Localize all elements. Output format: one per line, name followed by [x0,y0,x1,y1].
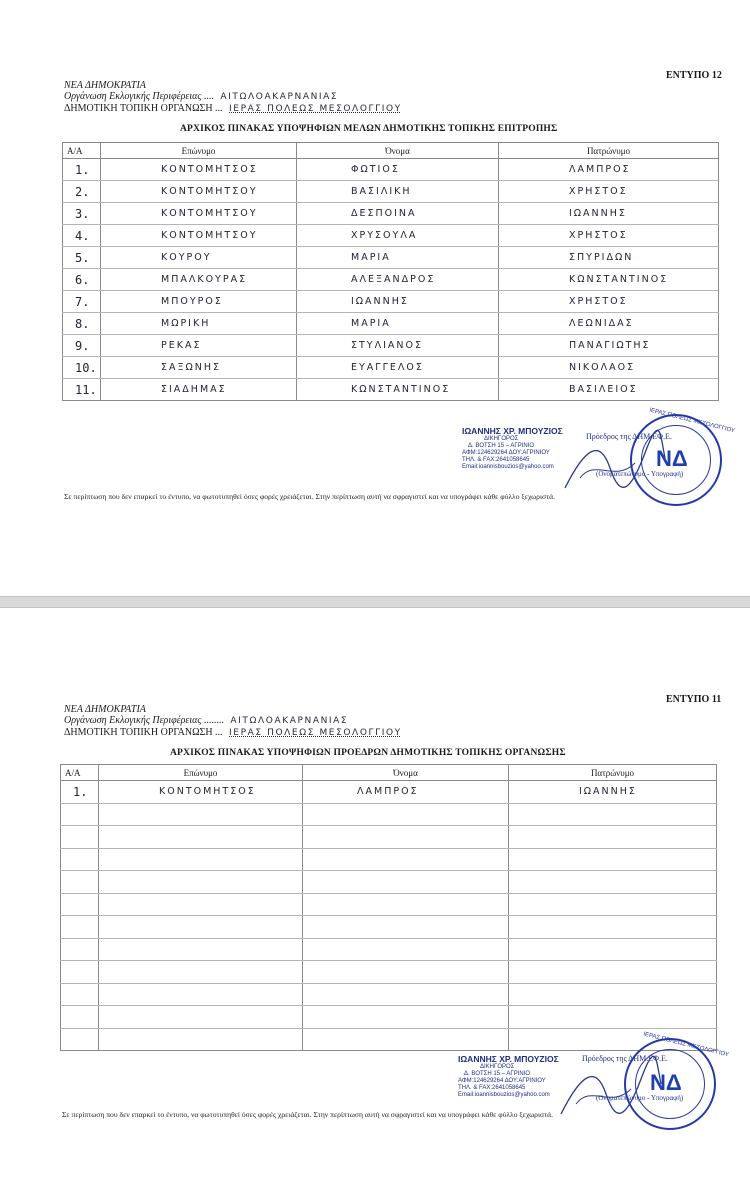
table-row [61,893,717,916]
row-number: 7. [63,291,101,313]
table-header-row [61,765,717,781]
lawyer-line-1: ΔΙΚΗΓΟΡΟΣ [480,1064,515,1070]
col-header-name: Όνομα [303,765,509,781]
table-row [63,159,719,181]
name-cell [303,1006,509,1029]
name-cell: ΔΕΣΠΟΙΝΑ [297,203,499,225]
municipal-label: ΔΗΜΟΤΙΚΗ ΤΟΠΙΚΗ ΟΡΓΑΝΩΣΗ [64,103,213,114]
surname-cell: ΜΠΑΛΚΟΥΡΑΣ [101,269,297,291]
signature-scribble [556,1054,666,1124]
father-cell: ΒΑΣΙΛΕΙΟΣ [499,379,719,401]
name-cell: ΛΑΜΠΡΟΣ [303,781,509,804]
municipal-line: ΔΗΜΟΤΙΚΗ ΤΟΠΙΚΗ ΟΡΓΑΝΩΣΗ ... ΙΕΡΑΣ ΠΟΛΕΩΣ ΜΕΣΟΛΟΓΓΙΟΥ [64,103,402,114]
name-cell: ΜΑΡΙΑ [297,247,499,269]
table-row [63,203,719,225]
row-number: 1. [63,159,101,181]
form-number: ΕΝΤΥΠΟ 12 [666,70,722,81]
lawyer-stamp [458,1054,559,1099]
lawyer-name: ΙΩΑΝΝΗΣ ΧΡ. ΜΠΟΥΖΙΟΣ [462,426,563,436]
party-logo: ΝΔ [650,1070,682,1095]
row-number: 8. [63,313,101,335]
surname-cell: ΚΟΥΡΟΥ [101,247,297,269]
name-cell [303,826,509,849]
table-row [61,871,717,894]
table-title: ΑΡΧΙΚΟΣ ΠΙΝΑΚΑΣ ΥΠΟΨΗΦΙΩΝ ΜΕΛΩΝ ΔΗΜΟΤΙΚΗΣ ΤΟΠΙΚΗΣ ΕΠΙΤΡΟΠΗΣ [180,124,558,134]
municipal-value: ΙΕΡΑΣ ΠΟΛΕΩΣ ΜΕΣΟΛΟΓΓΙΟΥ [229,728,402,738]
father-cell [509,871,717,894]
row-number: 1. [61,781,99,804]
table-row [61,826,717,849]
father-cell [509,893,717,916]
father-cell [509,938,717,961]
row-number [61,826,99,849]
table-row [61,1006,717,1029]
surname-cell: ΣΑΞΩΝΗΣ [101,357,297,379]
lawyer-line-2: Δ. ΒΟΤΣΗ 15 – ΑΓΡΙΝΙΟ [464,1071,531,1077]
row-number: 10. [63,357,101,379]
lawyer-line-4: ΤΗΛ. & FAX:2641058645 [458,1085,526,1091]
candidates-table [62,142,719,401]
father-cell [509,916,717,939]
municipal-label: ΔΗΜΟΤΙΚΗ ΤΟΠΙΚΗ ΟΡΓΑΝΩΣΗ [64,727,213,738]
name-cell [303,848,509,871]
father-cell: ΧΡΗΣΤΟΣ [499,225,719,247]
row-number: 6. [63,269,101,291]
row-number: 9. [63,335,101,357]
name-cell: ΒΑΣΙΛΙΚΗ [297,181,499,203]
surname-cell: ΜΠΟΥΡΟΣ [101,291,297,313]
row-number [61,848,99,871]
surname-cell [99,826,303,849]
lawyer-line-3: ΑΦΜ:124629264 ΔΟΥ:ΑΓΡΙΝΙΟΥ [462,450,550,456]
lawyer-line-1: ΔΙΚΗΓΟΡΟΣ [484,436,519,442]
footnote: Σε περίπτωση που δεν επαρκεί το έντυπο, να φωτοτυπηθεί όσες φορές χρειάζεται. Στην περίπτωση αυτή να σφραγιστεί και να υπογράφει κάθε φύλλο ξεχωριστά. [62,1110,554,1119]
table-row [63,313,719,335]
row-number [61,893,99,916]
name-cell: ΧΡΥΣΟΥΛΑ [297,225,499,247]
name-cell: ΦΩΤΙΟΣ [297,159,499,181]
name-cell [303,893,509,916]
surname-cell [99,848,303,871]
surname-cell: ΚΟΝΤΟΜΗΤΣΟΣ [101,159,297,181]
father-cell: ΝΙΚΟΛΑΟΣ [499,357,719,379]
col-header-aa: Α/Α [63,143,101,159]
surname-cell: ΣΙΑΔΗΜΑΣ [101,379,297,401]
surname-cell [99,1006,303,1029]
name-cell [303,1028,509,1051]
col-header-name: Όνομα [297,143,499,159]
surname-cell [99,983,303,1006]
president-candidates-table [60,764,717,1051]
seal-text: ΙΕΡΑΣ ΠΟΛΕΩΣ ΜΕΣΟΛΟΓΓΙΟΥ [648,407,736,435]
table-row [61,781,717,804]
row-number: 11. [63,379,101,401]
table-row [63,269,719,291]
surname-cell [99,871,303,894]
name-cell: ΑΛΕΞΑΝΔΡΟΣ [297,269,499,291]
table-row [61,916,717,939]
father-cell [509,848,717,871]
row-number [61,938,99,961]
region-label: Οργάνωση Εκλογικής Περιφέρειας [64,715,202,726]
table-row [63,357,719,379]
name-cell: ΜΑΡΙΑ [297,313,499,335]
father-cell [509,826,717,849]
region-value: ΑΙΤΩΛΟΑΚΑΡΝΑΝΙΑΣ [230,716,349,726]
name-cell [303,871,509,894]
lawyer-name: ΙΩΑΝΝΗΣ ΧΡ. ΜΠΟΥΖΙΟΣ [458,1054,559,1064]
row-number [61,803,99,826]
row-number [61,983,99,1006]
form-number: ΕΝΤΥΠΟ 11 [666,694,722,705]
col-header-father: Πατρώνυμο [509,765,717,781]
table-row [61,961,717,984]
table-header-row [63,143,719,159]
president-label: Πρόεδρος της ΔΗΜ.ΕΦ.Ε. [582,1054,668,1063]
name-cell: ΕΥΑΓΓΕΛΟΣ [297,357,499,379]
father-cell: ΚΩΝΣΤΑΝΤΙΝΟΣ [499,269,719,291]
table-row [61,938,717,961]
row-number [61,961,99,984]
table-row [63,335,719,357]
father-cell: ΧΡΗΣΤΟΣ [499,291,719,313]
row-number [61,1028,99,1051]
form-header [64,80,402,115]
region-line: Οργάνωση Εκλογικής Περιφέρειας .... ΑΙΤΩΛΟΑΚΑΡΝΑΝΙΑΣ [64,91,339,102]
table-row [61,803,717,826]
table-row [63,291,719,313]
surname-cell [99,961,303,984]
father-cell [509,983,717,1006]
surname-cell: ΜΩΡΙΚΗ [101,313,297,335]
father-cell: ΙΩΑΝΝΗΣ [509,781,717,804]
table-row [61,1028,717,1051]
row-number [61,871,99,894]
table-row [63,379,719,401]
region-label: Οργάνωση Εκλογικής Περιφέρειας [64,91,202,102]
name-cell [303,803,509,826]
surname-cell [99,916,303,939]
region-line: Οργάνωση Εκλογικής Περιφέρειας ........ ΑΙΤΩΛΟΑΚΑΡΝΑΝΙΑΣ [64,715,349,726]
col-header-surname: Επώνυμο [99,765,303,781]
surname-cell [99,893,303,916]
surname-cell: ΚΟΝΤΟΜΗΤΣΟΥ [101,203,297,225]
name-cell [303,938,509,961]
surname-cell: ΚΟΝΤΟΜΗΤΣΟΣ [99,781,303,804]
father-cell: ΙΩΑΝΝΗΣ [499,203,719,225]
table-row [63,247,719,269]
table-title: ΑΡΧΙΚΟΣ ΠΙΝΑΚΑΣ ΥΠΟΨΗΦΙΩΝ ΠΡΟΕΔΡΩΝ ΔΗΜΟΤΙΚΗΣ ΤΟΠΙΚΗΣ ΟΡΓΑΝΩΣΗΣ [170,748,566,758]
municipal-line: ΔΗΜΟΤΙΚΗ ΤΟΠΙΚΗ ΟΡΓΑΝΩΣΗ ... ΙΕΡΑΣ ΠΟΛΕΩΣ ΜΕΣΟΛΟΓΓΙΟΥ [64,727,402,738]
father-cell [509,1006,717,1029]
father-cell [509,803,717,826]
surname-cell [99,1028,303,1051]
name-cell [303,983,509,1006]
table-row [63,225,719,247]
lawyer-line-5: Email:ioannisbouzios@yahoo.com [458,1092,550,1098]
father-cell: ΣΠΥΡΙΔΩΝ [499,247,719,269]
party-logo: ΝΔ [656,446,688,471]
father-cell: ΧΡΗΣΤΟΣ [499,181,719,203]
name-cell [303,961,509,984]
name-cell: ΚΩΝΣΤΑΝΤΙΝΟΣ [297,379,499,401]
table-row [61,983,717,1006]
lawyer-line-2: Δ. ΒΟΤΣΗ 15 – ΑΓΡΙΝΙΟ [468,443,535,449]
father-cell [509,961,717,984]
name-cell: ΣΤΥΛΙΑΝΟΣ [297,335,499,357]
signature-note: (Ονοματεπώνυμο - Υπογραφή) [596,470,684,478]
lawyer-stamp [462,426,563,471]
father-cell: ΛΕΩΝΙΔΑΣ [499,313,719,335]
father-cell: ΠΑΝΑΓΙΩΤΗΣ [499,335,719,357]
form-sheet-11 [0,608,750,1190]
table-row [61,848,717,871]
name-cell: ΙΩΑΝΝΗΣ [297,291,499,313]
surname-cell: ΡΕΚΑΣ [101,335,297,357]
father-cell: ΛΑΜΠΡΟΣ [499,159,719,181]
party-name: ΝΕΑ ΔΗΜΟΚΡΑΤΙΑ [64,80,146,91]
name-cell [303,916,509,939]
col-header-aa: Α/Α [61,765,99,781]
table-row [63,181,719,203]
lawyer-line-5: Email:ioannisbouzios@yahoo.com [462,464,554,470]
footnote: Σε περίπτωση που δεν επαρκεί το έντυπο, να φωτοτυπηθεί όσες φορές χρειάζεται. Στην περίπτωση αυτή να σφραγιστεί και να υπογράφει κάθε φύλλο ξεχωριστά. [64,492,556,501]
row-number: 4. [63,225,101,247]
row-number [61,1006,99,1029]
page-separator [0,596,750,608]
row-number: 5. [63,247,101,269]
signature-scribble [560,428,670,498]
row-number: 2. [63,181,101,203]
col-header-father: Πατρώνυμο [499,143,719,159]
signature-note: (Ονοματεπώνυμο - Υπογραφή) [596,1094,684,1102]
surname-cell [99,938,303,961]
surname-cell [99,803,303,826]
lawyer-line-4: ΤΗΛ. & FAX:2641058645 [462,457,530,463]
col-header-surname: Επώνυμο [101,143,297,159]
surname-cell: ΚΟΝΤΟΜΗΤΣΟΥ [101,181,297,203]
lawyer-line-3: ΑΦΜ:124629264 ΔΟΥ:ΑΓΡΙΝΙΟΥ [458,1078,546,1084]
surname-cell: ΚΟΝΤΟΜΗΤΣΟΥ [101,225,297,247]
region-value: ΑΙΤΩΛΟΑΚΑΡΝΑΝΙΑΣ [220,92,339,102]
seal-text: ΙΕΡΑΣ ΠΟΛΕΩΣ ΜΕΣΟΛΟΓΓΙΟΥ [642,1031,730,1059]
party-name: ΝΕΑ ΔΗΜΟΚΡΑΤΙΑ [64,704,146,715]
president-label: Πρόεδρος της ΔΗΜ.ΕΦ.Ε. [586,432,672,441]
row-number: 3. [63,203,101,225]
form-header [64,704,402,739]
row-number [61,916,99,939]
municipal-value: ΙΕΡΑΣ ΠΟΛΕΩΣ ΜΕΣΟΛΟΓΓΙΟΥ [229,104,402,114]
